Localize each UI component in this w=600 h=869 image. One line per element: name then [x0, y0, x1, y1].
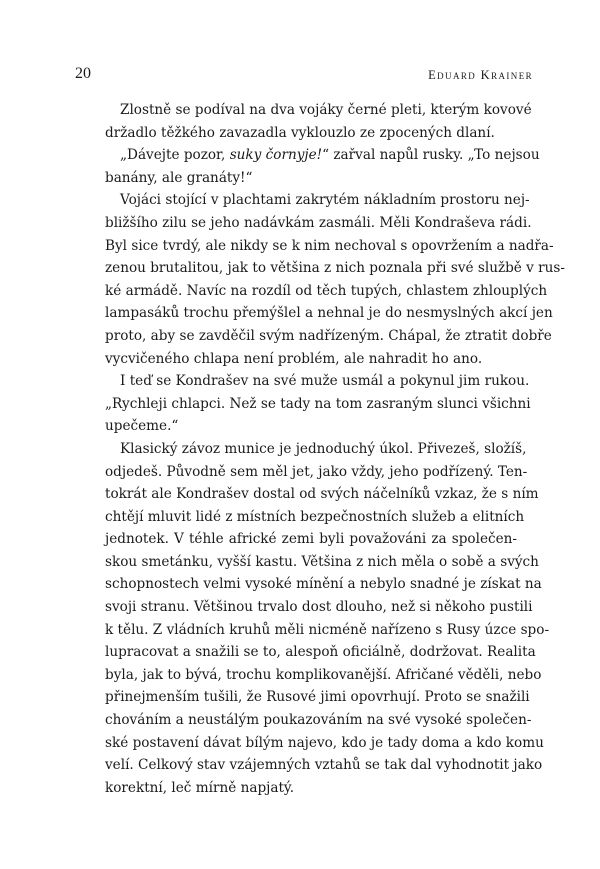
- text-line: skou smetánku, vyšší kastu. Většina z nich měla o sobě a svých: [105, 553, 539, 570]
- text-line: ké armádě. Navíc na rozdíl od těch tupých, chlastem zhlouplých: [105, 282, 548, 299]
- text-line: Zlostně se podíval na dva vojáky černé pleti, kterým kovové: [120, 102, 532, 118]
- text-line: I teď se Kondrašev na své muže usmál a pokynul jim rukou.: [120, 373, 530, 390]
- text-line: „Dávejte pozor, suky čornyje!“ zařval napůl rusky. „To nejsou: [120, 147, 540, 164]
- paragraph: [90, 144, 540, 189]
- text-line: lampasáků trochu přemýšlel a nehnal je do nesmyslných akcí jen: [105, 305, 553, 322]
- body-text: [90, 99, 565, 799]
- paragraph: [90, 189, 565, 370]
- text-line: velí. Celkový stav vzájemných vztahů se tak dal vyhodnotit jako: [105, 757, 543, 774]
- text-line: Byl sice tvrdý, ale nikdy se k nim nechoval s opovržením a nadřa-: [105, 237, 554, 254]
- text-line: Klasický závoz munice je jednoduchý úkol. Přivezeš, složíš,: [120, 440, 527, 457]
- text-line: držadlo těžkého zavazadla vyklouzlo ze zpocených dlaní.: [105, 124, 495, 141]
- running-head-author: Eduard Krainer: [428, 68, 533, 82]
- page-number: 20: [75, 65, 91, 82]
- text-line: lupracovat a snažili se to, alespoň oficiálně, dodržovat. Realita: [105, 644, 536, 661]
- text-line: Vojáci stojící v plachtami zakrytém nákladním prostoru nej-: [120, 192, 530, 209]
- text-line: tokrát ale Kondrašev dostal od svých náčelníků vzkaz, že s ním: [105, 486, 539, 503]
- text-line: přinejmenším tušili, že Rusové jimi opovrhují. Proto se snažili: [105, 689, 530, 706]
- paragraph: [90, 438, 550, 800]
- text-line: odjedeš. Původně sem měl jet, jako vždy, jeho podřízený. Ten-: [105, 463, 528, 480]
- text-line: zenou brutalitou, jak to většina z nich poznala při své službě v rus-: [105, 260, 565, 277]
- text-line: jednotek. V téhle africké zemi byli považováni za společen-: [105, 531, 517, 548]
- text-line: k tělu. Z vládních kruhů měli nicméně nařízeno s Rusy úzce spo-: [105, 621, 550, 638]
- text-line: svoji stranu. Většinou trvalo dost dlouho, než si někoho pustili: [105, 599, 533, 616]
- text-line: chováním a neustálým poukazováním na své vysoké společen-: [105, 712, 532, 729]
- text-line: vycvičeného chlapa není problém, ale nahradit ho ano.: [105, 350, 483, 367]
- text-line: schopnostech velmi vysoké mínění a nebylo snadné je získat na: [105, 576, 542, 593]
- text-line: korektní, leč mírně napjatý.: [105, 779, 295, 796]
- text-line: upečeme.“: [105, 418, 179, 435]
- emphasized-phrase: suky čornyje!: [229, 147, 323, 164]
- text-line: chtějí mluvit lidé z místních bezpečnostních služeb a elitních: [105, 508, 525, 525]
- text-line: proto, aby se zavděčil svým nadřízeným. Chápal, že ztratit dobře: [105, 327, 552, 344]
- paragraph: [90, 99, 532, 144]
- text-line: bližšího zilu se jeho nadávkám zasmáli. Měli Kondraševa rádi.: [105, 214, 532, 231]
- paragraph: [90, 370, 531, 438]
- text-line: byla, jak to bývá, trochu komplikovanější. Afričané věděli, nebo: [105, 666, 542, 683]
- text-line: banány, ale granáty!“: [105, 169, 253, 186]
- page-header: [75, 64, 533, 86]
- text-line: ské postavení dávat bílým najevo, kdo je tady doma a kdo komu: [105, 734, 544, 751]
- text-line: „Rychleji chlapci. Než se tady na tom zasraným slunci všichni: [105, 395, 531, 412]
